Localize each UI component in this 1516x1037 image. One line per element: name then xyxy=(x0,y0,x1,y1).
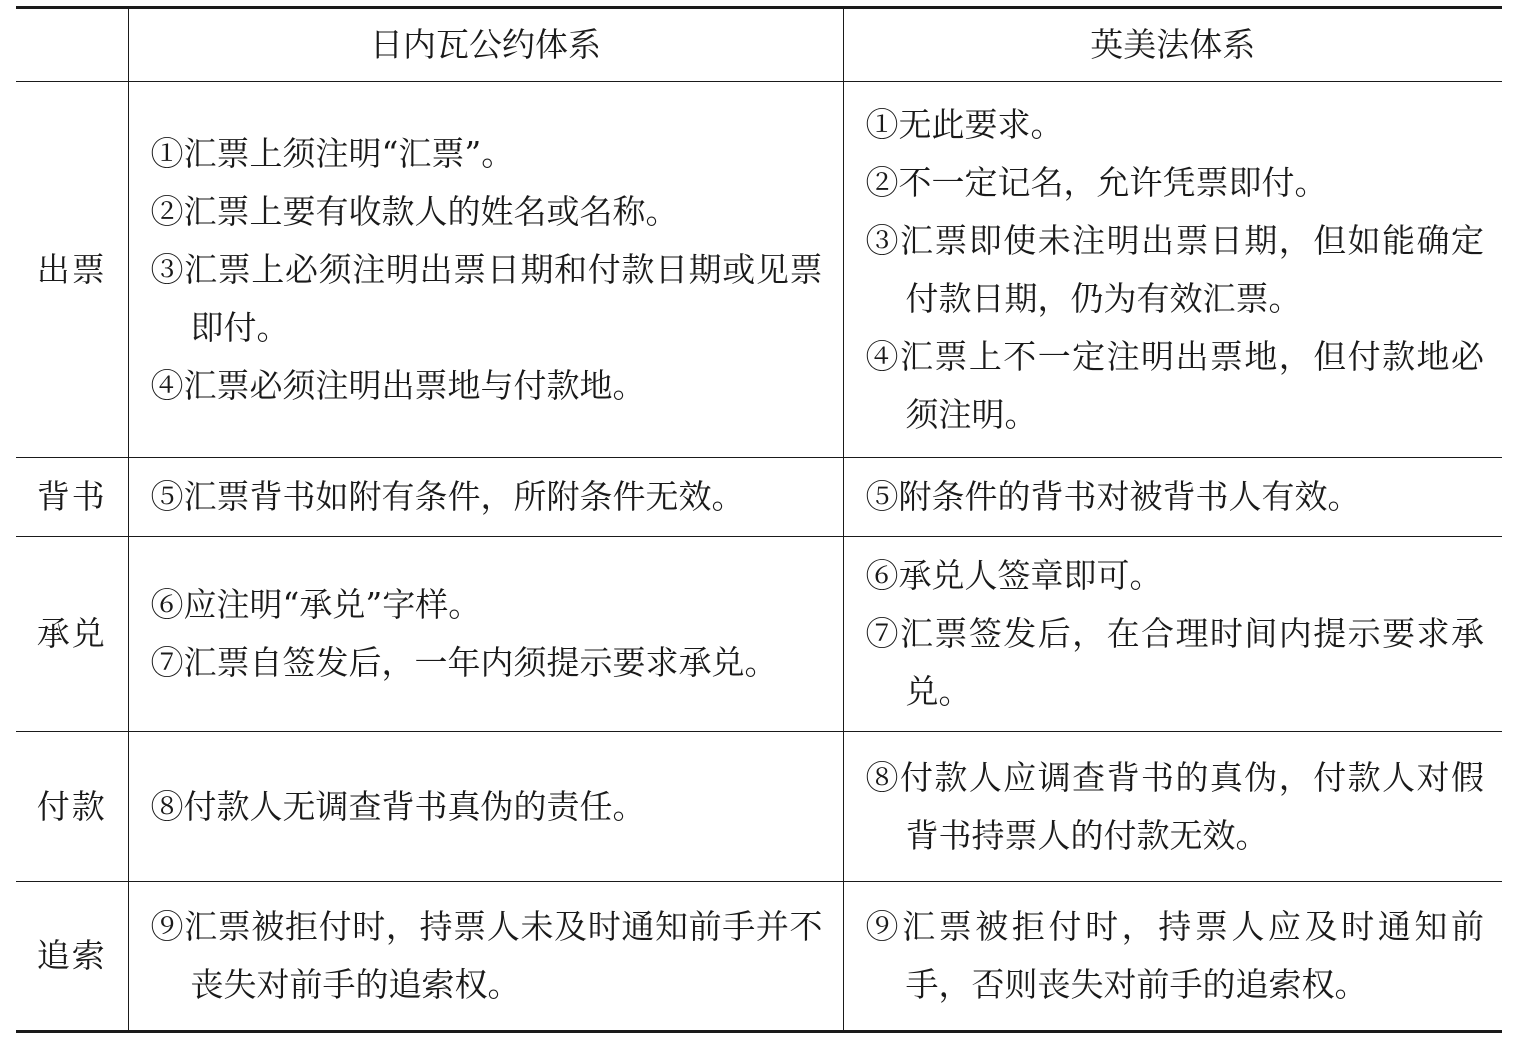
anglo-american-item: ⑧付款人应调查背书的真伪，付款人对假背书持票人的付款无效。 xyxy=(865,757,1484,855)
geneva-cell xyxy=(128,882,843,1032)
geneva-item: ④汇票必须注明出票地与付款地。 xyxy=(150,365,646,405)
header-geneva: 日内瓦公约体系 xyxy=(128,8,843,82)
table-row-acceptance xyxy=(16,537,1502,732)
row-category: 背书 xyxy=(16,458,128,537)
geneva-cell xyxy=(128,82,843,458)
anglo-american-item: ②不一定记名，允许凭票即付。 xyxy=(865,162,1328,202)
row-category: 出票 xyxy=(16,82,128,458)
anglo-american-item: ⑨汇票被拒付时，持票人应及时通知前手，否则丧失对前手的追索权。 xyxy=(865,907,1484,1004)
geneva-cell xyxy=(128,458,843,537)
geneva-item: ①汇票上须注明“汇票”。 xyxy=(150,133,515,173)
anglo-american-item: ⑦汇票签发后，在合理时间内提示要求承兑。 xyxy=(865,614,1484,711)
geneva-item: ②汇票上要有收款人的姓名或名称。 xyxy=(150,191,679,231)
row-category: 承兑 xyxy=(16,537,128,732)
table-row-drawing xyxy=(16,82,1502,458)
geneva-item: ③汇票上必须注明出票日期和付款日期或见票即付。 xyxy=(150,249,823,347)
table-row-endorsement xyxy=(16,458,1502,537)
anglo-american-item: ③汇票即使未注明出票日期，但如能确定付款日期，仍为有效汇票。 xyxy=(865,220,1484,318)
table-row-payment xyxy=(16,732,1502,882)
geneva-item: ⑤汇票背书如附有条件，所附条件无效。 xyxy=(150,477,745,516)
table-row-recourse xyxy=(16,882,1502,1032)
anglo-american-item: ⑤附条件的背书对被背书人有效。 xyxy=(865,477,1361,516)
header-category xyxy=(16,8,128,82)
geneva-cell xyxy=(128,732,843,882)
geneva-item: ⑧付款人无调查背书真伪的责任。 xyxy=(150,786,646,826)
comparison-table xyxy=(16,6,1502,1033)
geneva-item: ⑦汇票自签发后，一年内须提示要求承兑。 xyxy=(150,643,778,682)
header-row xyxy=(16,8,1502,82)
anglo-american-item: ④汇票上不一定注明出票地，但付款地必须注明。 xyxy=(865,336,1484,434)
header-anglo-american: 英美法体系 xyxy=(843,8,1502,82)
anglo-american-cell xyxy=(843,537,1502,732)
anglo-american-cell xyxy=(843,82,1502,458)
anglo-american-cell xyxy=(843,882,1502,1032)
anglo-american-cell xyxy=(843,458,1502,537)
table-body xyxy=(16,82,1502,1032)
geneva-item: ⑨汇票被拒付时，持票人未及时通知前手并不丧失对前手的追索权。 xyxy=(150,907,823,1004)
anglo-american-cell xyxy=(843,732,1502,882)
comparison-table-container xyxy=(16,6,1502,1033)
geneva-item: ⑥应注明“承兑”字样。 xyxy=(150,585,482,624)
row-category: 追索 xyxy=(16,882,128,1032)
anglo-american-item: ①无此要求。 xyxy=(865,104,1064,144)
geneva-cell xyxy=(128,537,843,732)
row-category: 付款 xyxy=(16,732,128,882)
table-header xyxy=(16,8,1502,82)
anglo-american-item: ⑥承兑人签章即可。 xyxy=(865,556,1163,595)
